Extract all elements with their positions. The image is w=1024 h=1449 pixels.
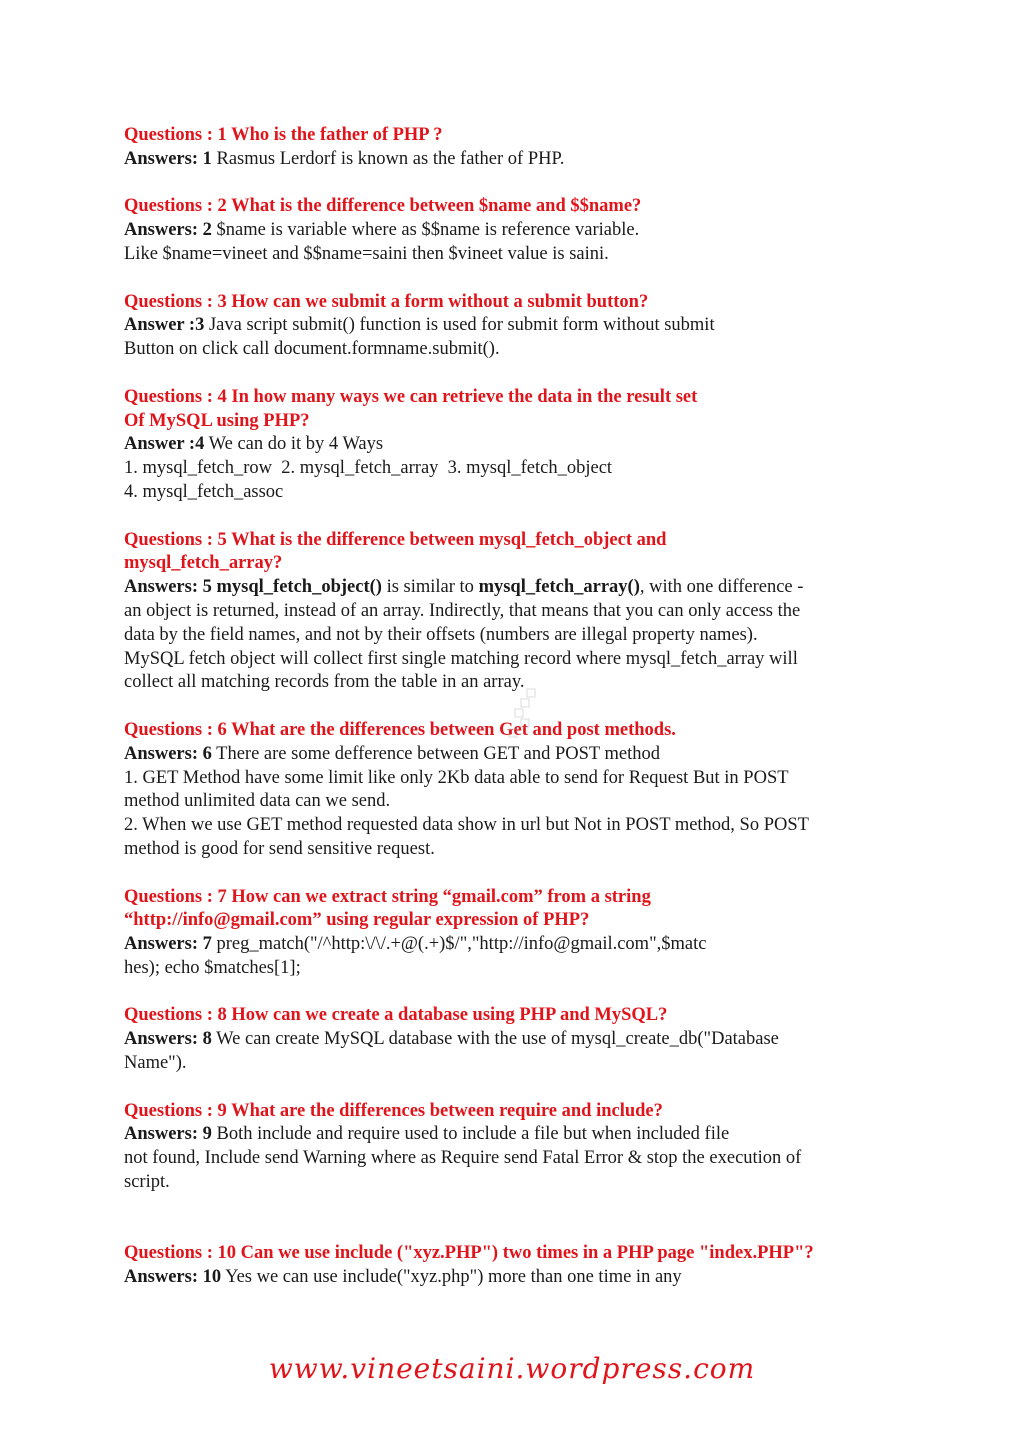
question-9: Questions : 9 What are the differences between require and include? bbox=[124, 1100, 663, 1121]
answer-6-line-4: 2. When we use GET method requested data show in url but Not in POST method, So POST bbox=[124, 815, 809, 836]
answer-6-line-2: 1. GET Method have some limit like only 2Kb data able to send for Request But in POST bbox=[124, 767, 789, 788]
answer-5-line-2: an object is returned, instead of an array. Indirectly, that means that you can only access the bbox=[124, 600, 801, 621]
answer-5-line-3: data by the field names, and not by their offsets (numbers are illegal property names). bbox=[124, 624, 758, 645]
question-1: Questions : 1 Who is the father of PHP ? bbox=[124, 125, 443, 145]
answer-5: Answers: 5 mysql_fetch_object() is similar to mysql_fetch_array(), with one difference - bbox=[124, 577, 804, 598]
qa-item-7 bbox=[124, 886, 904, 981]
answer-3-line-2: Button on click call document.formname.submit(). bbox=[124, 339, 500, 360]
qa-item-9 bbox=[124, 1100, 904, 1195]
answer-4-line-2: 1. mysql_fetch_row 2. mysql_fetch_array 3. mysql_fetch_object bbox=[124, 458, 613, 479]
answer-2-line-2: Like $name=vineet and $$name=saini then $vineet value is saini. bbox=[124, 243, 609, 264]
answer-10: Answers: 10 Yes we can use include("xyz.php") more than one time in any bbox=[124, 1267, 682, 1288]
question-5-line-1: Questions : 5 What is the difference between mysql_fetch_object and bbox=[124, 529, 667, 550]
qa-item-2 bbox=[124, 195, 904, 266]
question-7-line-2: “http://info@gmail.com” using regular expression of PHP? bbox=[124, 910, 590, 931]
qa-item-8 bbox=[124, 1004, 904, 1075]
qa-item-5 bbox=[124, 529, 904, 696]
answer-6-line-3: method unlimited data can we send. bbox=[124, 791, 391, 812]
qa-item-3 bbox=[124, 291, 904, 362]
question-2: Questions : 2 What is the difference between $name and $$name? bbox=[124, 196, 642, 217]
answer-6-line-5: method is good for send sensitive request. bbox=[124, 838, 435, 859]
answer-4: Answer :4 We can do it by 4 Ways bbox=[124, 434, 384, 455]
answer-8-line-2: Name"). bbox=[124, 1053, 187, 1074]
answer-7-line-2: hes); echo $matches[1]; bbox=[124, 957, 301, 978]
answer-1: Answers: 1 Rasmus Lerdorf is known as the father of PHP. bbox=[124, 148, 565, 169]
answer-6: Answers: 6 There are some defference between GET and POST method bbox=[124, 743, 661, 764]
answer-9: Answers: 9 Both include and require used to include a file but when included file bbox=[124, 1124, 730, 1145]
question-8: Questions : 8 How can we create a database using PHP and MySQL? bbox=[124, 1005, 668, 1026]
footer-url[interactable]: www.vineetsaini.wordpress.com bbox=[268, 1352, 756, 1385]
answer-9-line-3: script. bbox=[124, 1172, 170, 1193]
question-10: Questions : 10 Can we use include ("xyz.PHP") two times in a PHP page "index.PHP"? bbox=[124, 1243, 814, 1264]
question-7-line-1: Questions : 7 How can we extract string “gmail.com” from a string bbox=[124, 886, 651, 907]
question-4-line-2: Of MySQL using PHP? bbox=[124, 410, 310, 431]
answer-8: Answers: 8 We can create MySQL database with the use of mysql_create_db("Database bbox=[124, 1029, 779, 1050]
answer-5-line-4: MySQL fetch object will collect first single matching record where mysql_fetch_array will bbox=[124, 648, 798, 669]
watermark-graphic bbox=[505, 685, 545, 745]
question-6: Questions : 6 What are the differences between Get and post methods. bbox=[124, 719, 676, 740]
qa-item-4 bbox=[124, 386, 904, 505]
question-5-line-2: mysql_fetch_array? bbox=[124, 553, 283, 574]
question-4-line-1: Questions : 4 In how many ways we can retrieve the data in the result set bbox=[124, 386, 698, 407]
answer-5-line-5: collect all matching records from the table in an array. bbox=[124, 672, 525, 693]
answer-4-line-3: 4. mysql_fetch_assoc bbox=[124, 481, 284, 502]
answer-9-line-2: not found, Include send Warning where as Require send Fatal Error & stop the execution of bbox=[124, 1148, 802, 1169]
answer-2: Answers: 2 $name is variable where as $$name is reference variable. bbox=[124, 220, 640, 241]
question-3: Questions : 3 How can we submit a form without a submit button? bbox=[124, 291, 649, 312]
answer-3: Answer :3 Java script submit() function is used for submit form without submit bbox=[124, 315, 715, 336]
qa-item-1 bbox=[124, 124, 904, 172]
answer-7: Answers: 7 preg_match("/^http:\/\/.+@(.+)$/","http://info@gmail.com",$matc bbox=[124, 934, 707, 955]
qa-item-10 bbox=[124, 1242, 904, 1290]
